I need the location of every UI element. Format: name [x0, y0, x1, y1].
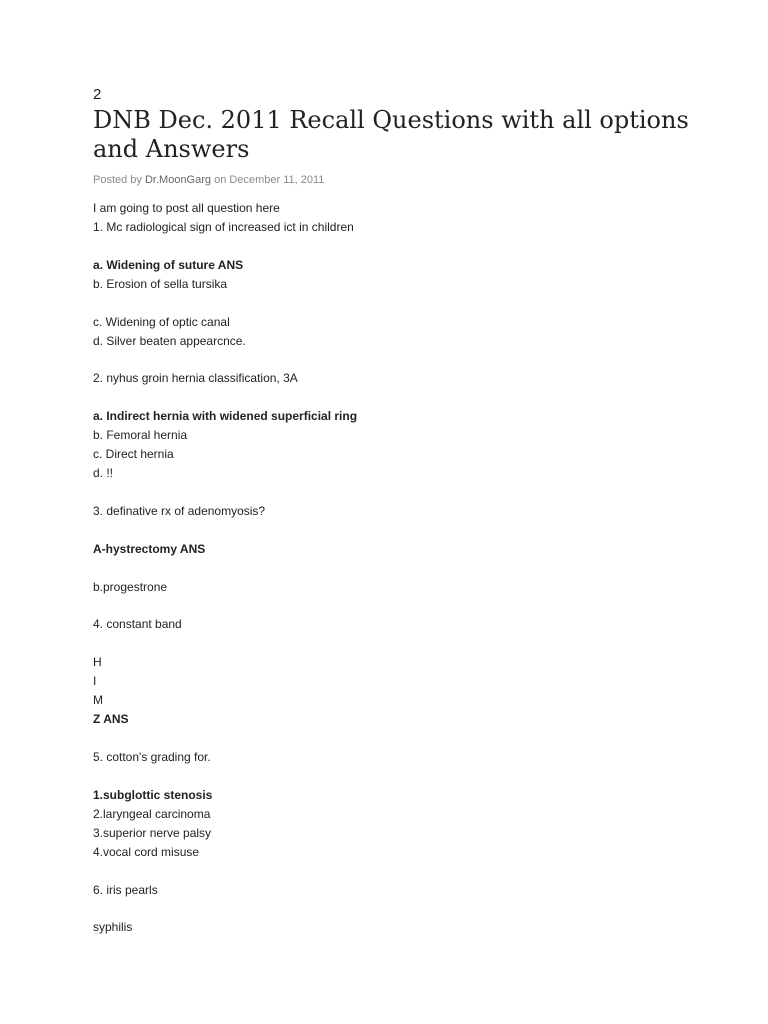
on-label: on: [214, 174, 227, 186]
q1-option-d: d. Silver beaten appearcnce.: [93, 333, 246, 348]
post-meta: [93, 173, 713, 187]
q3-option-b: b.progestrone: [93, 579, 168, 594]
q2-option-c: c. Direct hernia: [93, 447, 174, 462]
question-3: 3. definative rx of adenomyosis?: [93, 503, 266, 518]
question-5: 5. cotton's grading for.: [93, 749, 211, 764]
post-number: 2: [93, 86, 102, 103]
q4-option-2: I: [93, 674, 97, 689]
q5-option-2: 2.laryngeal carcinoma: [93, 806, 211, 821]
q1-option-c: c. Widening of optic canal: [93, 314, 230, 329]
q1-option-a-answer: a. Widening of suture ANS: [93, 257, 244, 272]
question-2: 2. nyhus groin hernia classification, 3A: [93, 371, 298, 386]
question-6: 6. iris pearls: [93, 882, 158, 897]
question-1: 1. Mc radiological sign of increased ict in children: [93, 220, 354, 234]
q4-option-3: M: [93, 693, 103, 708]
post-date: December 11, 2011: [229, 174, 325, 186]
q4-option-4-answer: Z ANS: [93, 712, 129, 727]
q2-option-a-answer: a. Indirect hernia with widened superficial ring: [93, 409, 358, 424]
author-link[interactable]: Dr.MoonGarg: [144, 174, 212, 186]
post-title: DNB Dec. 2011 Recall Questions with all options and Answers: [93, 106, 689, 163]
q1-option-b: b. Erosion of sella tursika: [93, 276, 228, 291]
question-4: 4. constant band: [93, 617, 182, 632]
q4-option-1: H: [93, 655, 102, 670]
intro-text: I am going to post all question here: [93, 201, 280, 215]
q2-option-b: b. Femoral hernia: [93, 428, 188, 443]
q2-option-d: d. !!: [93, 466, 114, 481]
q5-option-4: 4.vocal cord misuse: [93, 844, 200, 859]
post-content: [93, 199, 713, 937]
q5-option-3: 3.superior nerve palsy: [93, 825, 212, 840]
posted-by-label: Posted by: [93, 174, 142, 186]
q5-option-1-answer: 1.subglottic stenosis: [93, 787, 213, 802]
post: [93, 86, 713, 937]
q6-answer: syphilis: [93, 920, 133, 935]
q3-option-a-answer: A-hystrectomy ANS: [93, 541, 206, 556]
